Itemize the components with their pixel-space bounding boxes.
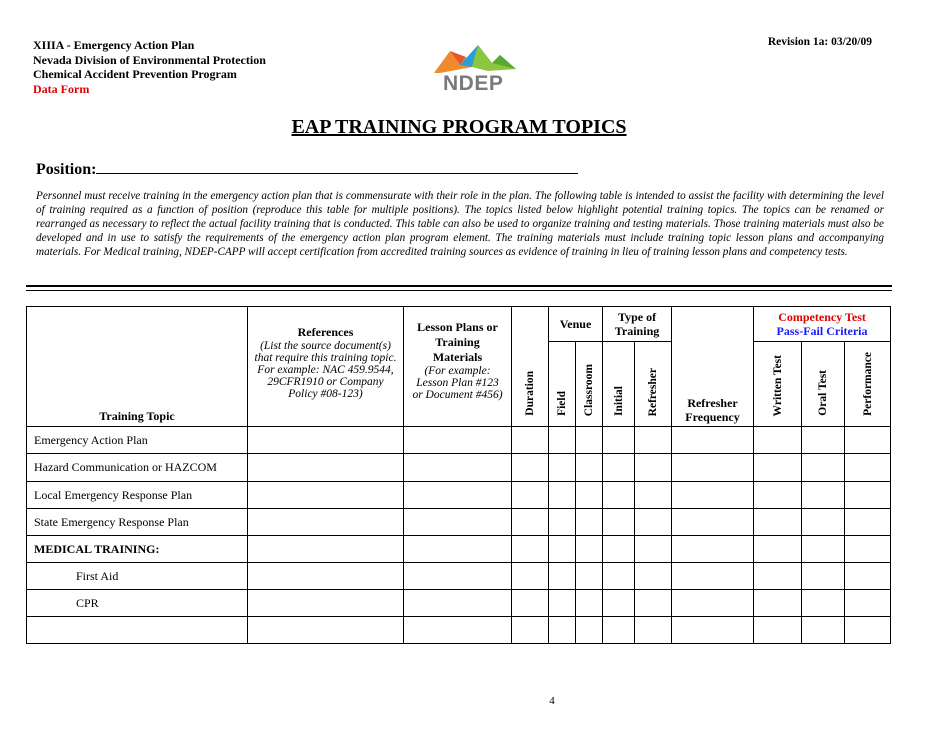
table-row: [27, 454, 891, 482]
revision-label: Revision 1a: 03/20/09: [767, 36, 872, 48]
competency-test-label: Competency Test: [778, 310, 866, 324]
header-line-2: Nevada Division of Environmental Protection: [33, 52, 266, 67]
header-classroom: Classroom: [576, 342, 603, 427]
header-lesson-plans: Lesson Plans or Training Materials (For example: Lesson Plan #123 or Document #456): [404, 307, 512, 427]
references-note: (List the source document(s) that require this training topic. For example: NAC 459.9544, 29CFR1910 or Company Policy #08-123): [254, 340, 397, 400]
training-table: [26, 306, 891, 644]
table-row: [27, 482, 891, 509]
header-refresher: Refresher: [635, 342, 672, 427]
logo-text: NDEP: [443, 72, 504, 95]
header-training-topic: Training Topic: [27, 307, 248, 427]
header-type-of-training: Type of Training: [603, 307, 672, 342]
row-topic: Local Emergency Response Plan: [27, 482, 248, 509]
header-line-1: XIIIA - Emergency Action Plan: [33, 38, 195, 52]
intro-paragraph: Personnel must receive training in the emergency action plan that is commensurate with their role in the plan. The following table is intended to assist the facility with determining the level of training required as a function of position (reproduce this table for multiple positions). The topics listed below highlight potential training topics. The topics can be renamed or rearranged as necessary to reflect the actual facility training that is conducted. This table can also be used to organize training and testing materials. Those training materials must also be developed and in use to satisfy the requirements of the emergency action plan program element. The training materials must include training topic lesson plans and accompanying materials. For Medical training, NDEP-CAPP will accept certification from accredited training sources as evidence of training in lieu of training lesson plans and competency tests.: [36, 190, 884, 258]
header-competency: [754, 307, 891, 342]
header-duration: Duration: [512, 307, 549, 427]
position-field: [36, 159, 578, 179]
page-title: EAP TRAINING PROGRAM TOPICS: [291, 116, 627, 138]
header-data-form: Data Form: [33, 81, 90, 96]
table-row: [27, 427, 891, 454]
row-topic: Hazard Communication or HAZCOM: [27, 454, 248, 482]
header-block: [33, 38, 266, 96]
header-written-test: Written Test: [754, 342, 802, 427]
table-row: [27, 509, 891, 536]
table-row: [27, 536, 891, 563]
header-references: References (List the source document(s) that require this training topic. For example: NAC 459.9544, 29CFR1910 or Company Policy #08-123): [248, 307, 404, 427]
page-number: 4: [549, 695, 555, 707]
row-topic: First Aid: [27, 563, 248, 590]
header-line-3: Chemical Accident Prevention Program: [33, 67, 237, 81]
header-field: Field: [549, 342, 576, 427]
row-topic: State Emergency Response Plan: [27, 509, 248, 536]
row-topic: MEDICAL TRAINING:: [27, 536, 248, 563]
divider-thick: [26, 285, 892, 287]
table-row: [27, 590, 891, 617]
header-refresher-frequency: Refresher Frequency: [672, 307, 754, 427]
header-oral-test: Oral Test: [802, 342, 845, 427]
pass-fail-label: Pass-Fail Criteria: [776, 324, 868, 338]
divider-thin: [26, 290, 892, 291]
row-topic[interactable]: [27, 617, 248, 644]
position-label: Position:: [36, 161, 97, 178]
row-topic: Emergency Action Plan: [27, 427, 248, 454]
header-venue: Venue: [549, 307, 603, 342]
header-initial: Initial: [603, 342, 635, 427]
table-row: [27, 617, 891, 644]
position-input-line[interactable]: [96, 159, 578, 174]
row-topic: CPR: [27, 590, 248, 617]
header-performance: Performance: [845, 342, 891, 427]
lesson-plans-note: (For example: Lesson Plan #123 or Document #456): [412, 365, 503, 401]
table-row: [27, 563, 891, 590]
